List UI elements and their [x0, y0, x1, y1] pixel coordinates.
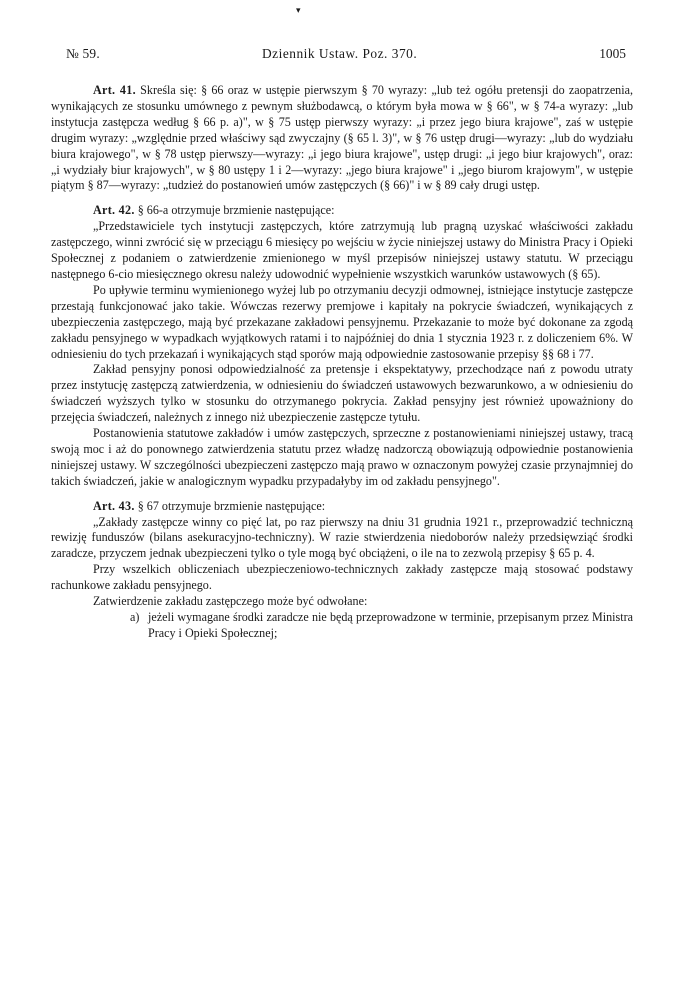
- article-label: Art. 41.: [93, 83, 136, 97]
- running-header: [66, 44, 626, 64]
- article-label: Art. 42.: [93, 203, 135, 218]
- article-intro: § 66-a otrzymuje brzmienie następujące:: [137, 203, 335, 218]
- page-number: 1005: [599, 46, 626, 61]
- paragraph: Zatwierdzenie zakładu zastępczego może być odwołane:: [93, 594, 368, 609]
- list-item: [51, 610, 633, 642]
- paragraph: „Zakłady zastępcze winny co pięć lat, po raz pierwszy na dniu 31 grudnia 1921 r., przeprowadzić techniczną rewizję funduszów (bilans asekuracyjno-techniczny). W razie stwierdzenia niedoborów należy przedsięwziąć środki zaradcze, przyczem jednak ubezpieczeni tylko o tyle mogą być obciążeni, o ile na to zezwolą przepisy § 65 p. 4.: [51, 514, 633, 561]
- top-mark: ▾: [296, 5, 301, 15]
- paragraph: Po upływie terminu wymienionego wyżej lub po otrzymaniu decyzji odmownej, istniejące instytucje zastępcze przestają funkcjonować jako takie. Wówczas rezerwy premjowe i kapitały na pokrycie świadczeń, wynikających z ubezpieczenia zastępczego, mają być przekazane zakładowi pensyjnemu. Przekazanie to może być dokonane za zgodą zakładu pensyjnego w wypadkach wyjątkowych ratami i to najpóźniej do dnia 1 stycznia 1923 r. z doliczeniem 6%. W odniesieniu do tych przekazań i wynikających stąd sporów mają odpowiednie zastosowanie przepisy §§ 68 i 77.: [51, 282, 633, 361]
- paragraph: Przy wszelkich obliczeniach ubezpieczeniowo-technicznych zakłady zastępcze mają stosować podstawy rachunkowe zakładu pensyjnego.: [51, 562, 633, 593]
- article-intro: § 67 otrzymuje brzmienie następujące:: [137, 498, 326, 513]
- journal-title: Dziennik Ustaw. Poz. 370.: [262, 46, 418, 61]
- paragraph: Zakład pensyjny ponosi odpowiedzialność za pretensje i ekspektatywy, przechodzące nań z powodu utraty przez instytucję zastępczą zatwierdzenia, w odniesieniu do świadczeń ustawowych bezwarunkowo, a w odniesieniu do świadczeń wyższych tylko w stosunku do otrzymanego pokrycia. Zakład pensyjny jest również upoważniony do przejęcia świadczeń, należnych z innego niż ubezpieczenie zastępcze tytułu.: [51, 362, 633, 425]
- paragraph: Postanowienia statutowe zakładów i umów zastępczych, sprzeczne z postanowieniami niniejszej ustawy, tracą swoją moc i aż do ponownego zatwierdzenia statutu przez władzę nadzorczą obowiązują odpowiednie postanowienia niniejszej ustawy. W szczególności ubezpieczeni zastępczo mają prawo w oznaczonym powyżej czasie przynajmniej do takich świadczeń, jakie w analogicznym wypadku przypadałyby im od zakładu pensyjnego".: [51, 426, 633, 488]
- issue-number: № 59.: [66, 46, 100, 61]
- article-text: Skreśla się: § 66 oraz w ustępie pierwszym § 70 wyrazy: „lub też ogółu pretensji do zaopatrzenia, wynikających ze stosunku umównego z pewnym służbodawcą, o którym była mowa w § 66", w § 74-a wyrazy: „lub instytucja zastępcza według § 66 p. a)", w § 75 ustęp pierwszy wyrazy: „i przez jego biura krajowe", zaś w ustępie drugim wyrazy: „względnie przed właściwy sąd zwyczajny (§ 65 l. 3)", w § 76 ustęp drugi—wyrazy: „lub do wydziału biura krajowego", w § 78 ustęp pierwszy—wyrazy: „i jego biura krajowe", ustęp drugi: „i jego biur krajowych", oraz: „i wydziały biur krajowych", w § 80 ustępy 1 i 2—wyrazy: „jego biura krajowe" i „jego biurom krajowym", w ustępie piątym § 87—wyrazy: „tudzież do postanowień umów zastępczych (§ 66)" i w § 89 cały drugi ustęp.: [51, 83, 633, 193]
- article-42: [51, 203, 633, 219]
- list-item-text: jeżeli wymagane środki zaradcze nie będą przeprowadzone w terminie, przepisanym przez Ministra Pracy i Opieki Społecznej;: [148, 610, 633, 640]
- paragraph: „Przedstawiciele tych instytucji zastępczych, które zatrzymują lub pragną uzyskać właściwości zakładu zastępczego, winni zwrócić się w przeciągu 6 miesięcy po wejściu w życie niniejszej ustawy do Ministra Pracy i Opieki Społecznej z podaniem o zatwierdzenie zmienionego w myśl przepisów niniejszej ustawy statutu. W przeciągu następnego 6-cio miesięcznego okresu należy udowodnić wypełnienie wszystkich warunków ustawowych (§ 65).: [51, 219, 633, 281]
- article-label: Art. 43.: [93, 498, 135, 513]
- list-item-letter: a): [130, 610, 140, 624]
- article-41: [51, 83, 633, 194]
- document-body: [51, 83, 633, 642]
- article-43: [51, 499, 633, 515]
